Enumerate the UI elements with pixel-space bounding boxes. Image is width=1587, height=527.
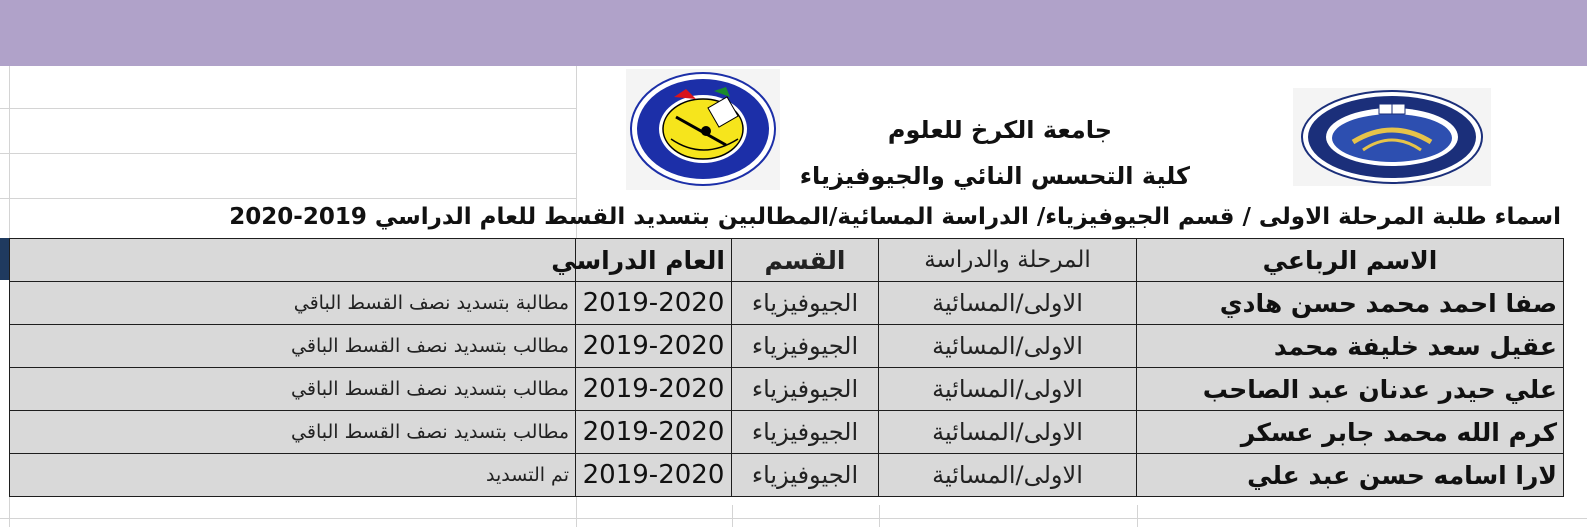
year-cell[interactable]: 2019-2020 [576, 368, 732, 411]
column-header-year[interactable]: العام الدراسي [576, 239, 732, 282]
stage-cell[interactable]: الاولى/المسائية [879, 368, 1137, 411]
gridline [1137, 505, 1138, 527]
note-cell[interactable]: مطالب بتسديد نصف القسط الباقي [10, 411, 576, 454]
note-cell[interactable]: مطالب بتسديد نصف القسط الباقي [10, 325, 576, 368]
column-header-dept[interactable]: القسم [732, 239, 879, 282]
college-logo [626, 69, 780, 190]
name-cell[interactable]: لارا اسامه حسن عبد علي [1137, 454, 1564, 497]
table-row [10, 454, 1564, 497]
year-cell[interactable]: 2019-2020 [576, 282, 732, 325]
column-header-name[interactable]: الاسم الرباعي [1137, 239, 1564, 282]
dept-cell[interactable]: الجيوفيزياء [732, 368, 879, 411]
year-cell[interactable]: 2019-2020 [576, 454, 732, 497]
gridline [0, 108, 577, 109]
stage-cell[interactable]: الاولى/المسائية [879, 282, 1137, 325]
year-cell[interactable]: 2019-2020 [576, 411, 732, 454]
dept-cell[interactable]: الجيوفيزياء [732, 282, 879, 325]
dept-cell[interactable]: الجيوفيزياء [732, 454, 879, 497]
name-cell[interactable]: عقيل سعد خليفة محمد [1137, 325, 1564, 368]
gridline [0, 153, 577, 154]
table-row [10, 325, 1564, 368]
note-cell[interactable]: مطالب بتسديد نصف القسط الباقي [10, 368, 576, 411]
list-title: اسماء طلبة المرحلة الاولى / قسم الجيوفيزياء/ الدراسة المسائية/المطالبين بتسديد القسط للعام الدراسي 2019-2020 [229, 204, 1561, 230]
college-emblem-icon [626, 69, 780, 190]
note-cell[interactable]: مطالبة بتسديد نصف القسط الباقي [10, 282, 576, 325]
column-header-note[interactable] [10, 239, 576, 282]
stage-cell[interactable]: الاولى/المسائية [879, 411, 1137, 454]
stage-cell[interactable]: الاولى/المسائية [879, 454, 1137, 497]
year-cell[interactable]: 2019-2020 [576, 325, 732, 368]
spreadsheet-top-band [0, 0, 1587, 66]
gridline [732, 505, 733, 527]
dept-cell[interactable]: الجيوفيزياء [732, 411, 879, 454]
column-header-stage[interactable]: المرحلة والدراسة [879, 239, 1137, 282]
gridline [879, 505, 880, 527]
university-logo [1293, 88, 1491, 186]
dept-cell[interactable]: الجيوفيزياء [732, 325, 879, 368]
table-row [10, 282, 1564, 325]
gridline [0, 518, 1587, 519]
university-seal-icon [1293, 88, 1491, 186]
name-cell[interactable]: صفا احمد محمد حسن هادي [1137, 282, 1564, 325]
name-cell[interactable]: علي حيدر عدنان عبد الصاحب [1137, 368, 1564, 411]
table-header-row [10, 239, 1564, 282]
college-title: كلية التحسس النائي والجيوفيزياء [799, 162, 1190, 190]
table-row [10, 368, 1564, 411]
students-table [9, 238, 1564, 497]
stage-cell[interactable]: الاولى/المسائية [879, 325, 1137, 368]
row-selection-marker [0, 238, 9, 280]
table-row [10, 411, 1564, 454]
note-cell[interactable]: تم التسديد [10, 454, 576, 497]
university-title: جامعة الكرخ للعلوم [887, 116, 1113, 144]
name-cell[interactable]: كرم الله محمد جابر عسكر [1137, 411, 1564, 454]
gridline [0, 198, 577, 199]
